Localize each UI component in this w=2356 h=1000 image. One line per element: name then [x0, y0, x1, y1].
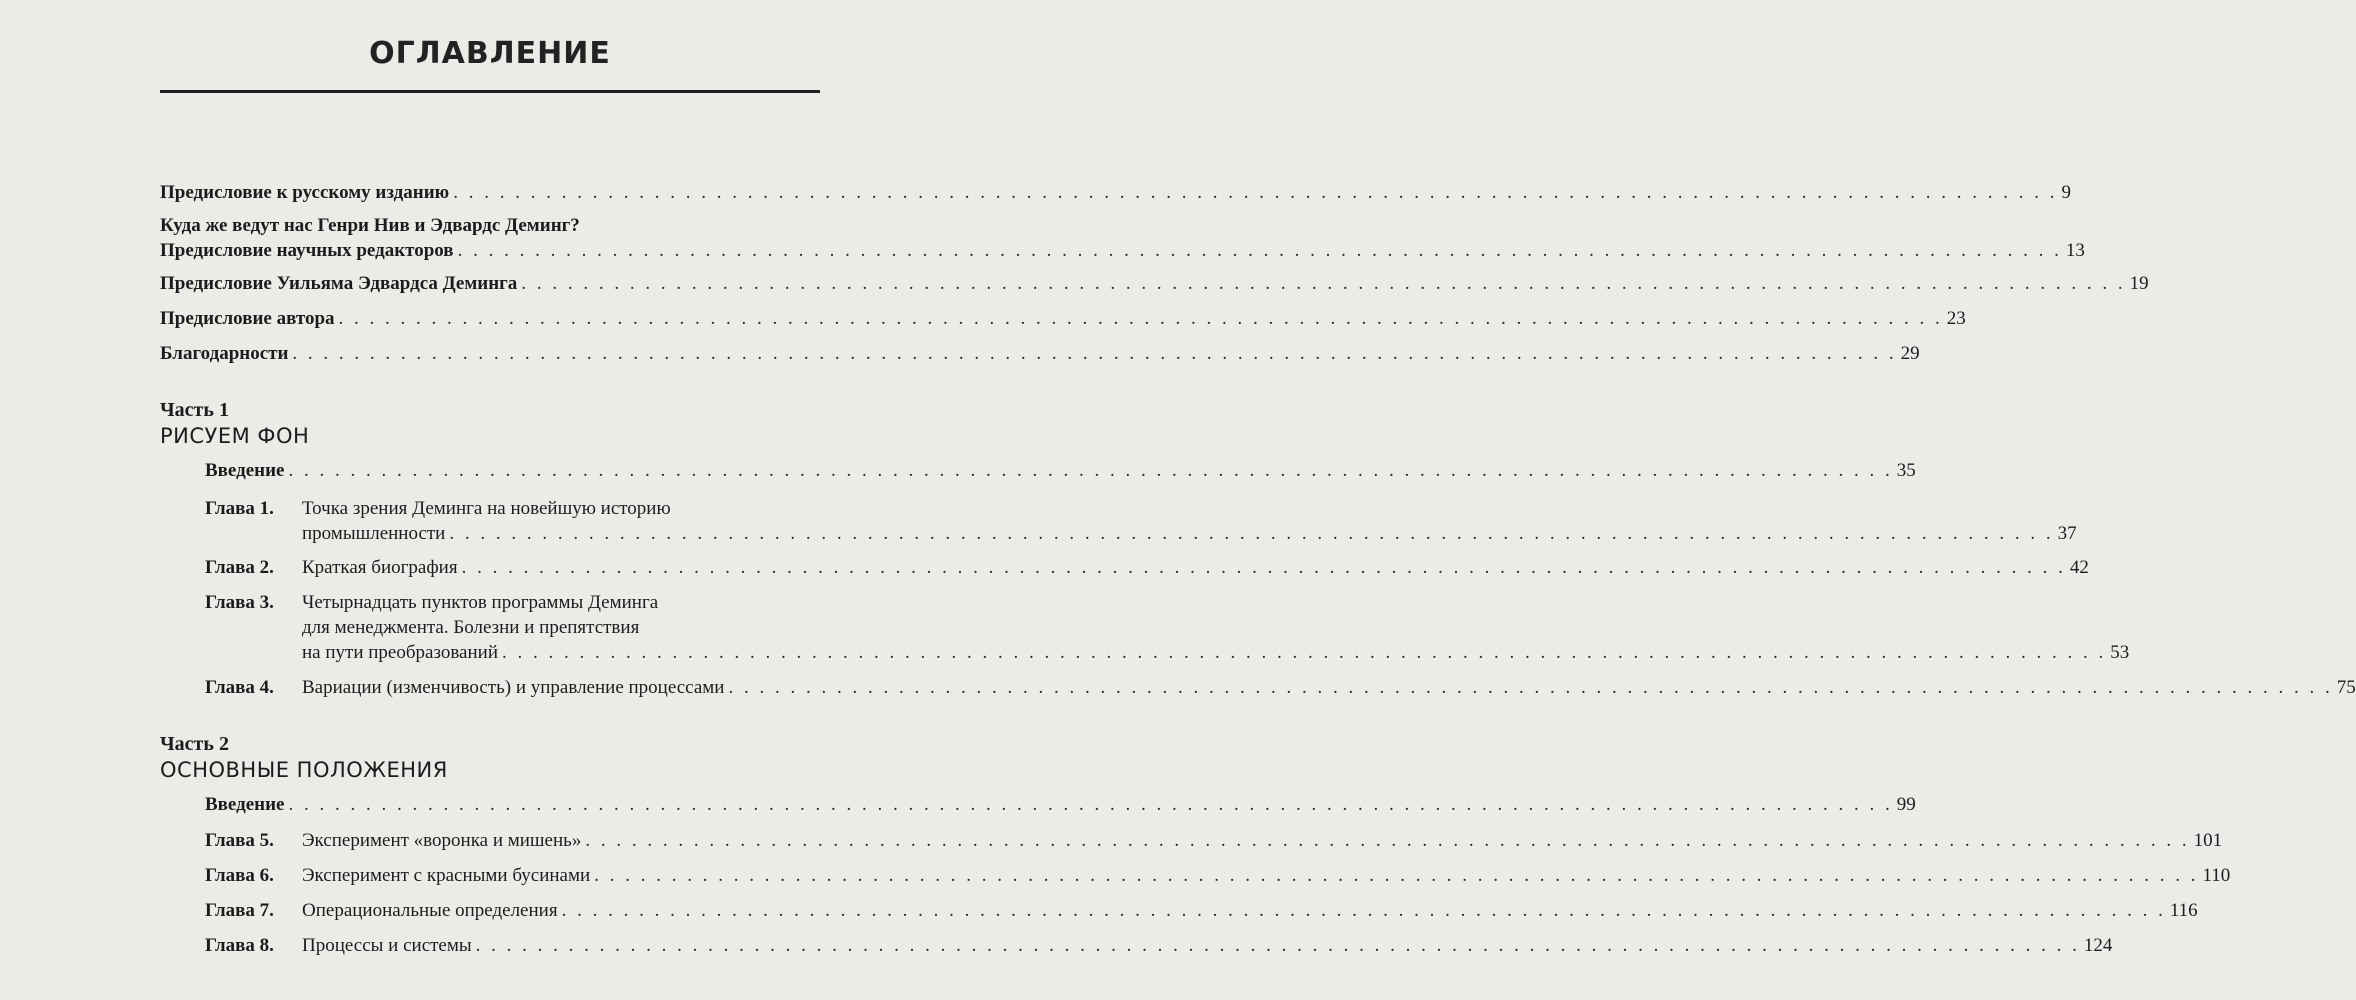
entry-page: 9 — [2061, 182, 2071, 203]
leader-dots — [502, 640, 2106, 665]
entry-page: 37 — [2057, 523, 2077, 544]
entry-page: 19 — [2129, 273, 2149, 294]
chapter-title-last: Краткая биография — [302, 557, 458, 578]
chapter-title-last: Вариации (изменчивость) и управление процессами — [302, 677, 725, 698]
toc-entry-preface-editors[interactable] — [160, 213, 2085, 263]
toc-entry-chapter-1[interactable] — [205, 496, 2077, 546]
leader-dots — [728, 675, 2332, 700]
toc-entry-chapter-4[interactable] — [205, 675, 2356, 700]
chapter-number: Глава 2. — [205, 557, 274, 578]
chapter-title-last: Эксперимент «воронка и мишень» — [302, 830, 582, 851]
leader-dots — [476, 933, 2080, 958]
chapter-title-line: Четырнадцать пунктов программы Деминга — [302, 592, 659, 613]
entry-page: 53 — [2110, 642, 2130, 663]
entry-page: 124 — [2083, 935, 2113, 956]
entry-label: Введение — [205, 460, 285, 481]
part-1-title: РИСУЕМ ФОН — [160, 424, 310, 448]
entry-label: Предисловие к русскому изданию — [160, 182, 450, 203]
leader-dots — [594, 863, 2198, 888]
chapter-number: Глава 5. — [205, 830, 274, 851]
chapter-title-last: Процессы и системы — [302, 935, 472, 956]
chapter-title-line: Точка зрения Деминга на новейшую историю — [302, 498, 671, 519]
leader-dots — [339, 306, 1943, 331]
part-1-label: Часть 1 — [160, 399, 229, 421]
chapter-number: Глава 8. — [205, 935, 274, 956]
entry-label: Предисловие научных редакторов — [160, 240, 454, 261]
toc-entry-chapter-7[interactable] — [205, 898, 2198, 923]
chapter-number: Глава 1. — [205, 498, 274, 519]
entry-page: 23 — [1946, 308, 1966, 329]
bleed-through-text — [180, 120, 184, 136]
entry-page: 75 — [2336, 677, 2356, 698]
leader-dots — [585, 828, 2189, 853]
entry-label: Предисловие Уильяма Эдвардса Деминга — [160, 273, 518, 294]
chapter-number: Глава 7. — [205, 900, 274, 921]
toc-entry-chapter-6[interactable] — [205, 863, 2231, 888]
toc-entry-chapter-2[interactable] — [205, 555, 2089, 580]
entry-label: Предисловие автора — [160, 308, 335, 329]
leader-dots — [289, 792, 1893, 817]
toc-entry-part1-intro[interactable] — [205, 458, 1916, 483]
toc-entry-chapter-3[interactable] — [205, 590, 2130, 665]
entry-page: 110 — [2202, 865, 2231, 886]
leader-dots — [292, 341, 1896, 366]
page-title: ОГЛАВЛЕНИЕ — [369, 36, 611, 71]
chapter-title-last: промышленности — [302, 523, 446, 544]
entry-page: 35 — [1896, 460, 1916, 481]
entry-label-line1: Куда же ведут нас Генри Нив и Эдвардс Деминг? — [160, 215, 580, 236]
leader-dots — [289, 458, 1893, 483]
toc-entry-part2-intro[interactable] — [205, 792, 1916, 817]
chapter-number: Глава 3. — [205, 592, 274, 613]
entry-page: 99 — [1896, 794, 1916, 815]
chapter-number: Глава 6. — [205, 865, 274, 886]
leader-dots — [458, 238, 2062, 263]
entry-page: 13 — [2065, 240, 2085, 261]
title-rule — [160, 90, 820, 93]
leader-dots — [453, 180, 2057, 205]
leader-dots — [521, 271, 2125, 296]
toc-entry-acknowledgements[interactable] — [160, 341, 1920, 366]
chapter-number: Глава 4. — [205, 677, 274, 698]
leader-dots — [562, 898, 2166, 923]
entry-page: 101 — [2193, 830, 2223, 851]
entry-page: 42 — [2069, 557, 2089, 578]
toc-entry-chapter-5[interactable] — [205, 828, 2223, 853]
toc-entry-chapter-8[interactable] — [205, 933, 2113, 958]
toc-entry-preface-russian[interactable] — [160, 180, 2071, 205]
part-2-title: ОСНОВНЫЕ ПОЛОЖЕНИЯ — [160, 758, 448, 782]
entry-label: Введение — [205, 794, 285, 815]
chapter-title-line: для менеджмента. Болезни и препятствия — [302, 617, 640, 638]
entry-page: 116 — [2169, 900, 2198, 921]
chapter-title-last: на пути преобразований — [302, 642, 498, 663]
toc-entry-preface-author[interactable] — [160, 306, 1966, 331]
toc-entry-preface-deming[interactable] — [160, 271, 2149, 296]
leader-dots — [462, 555, 2066, 580]
part-2-label: Часть 2 — [160, 733, 229, 755]
chapter-title-last: Операциональные определения — [302, 900, 558, 921]
entry-label: Благодарности — [160, 343, 289, 364]
chapter-title-last: Эксперимент с красными бусинами — [302, 865, 591, 886]
leader-dots — [449, 521, 2053, 546]
entry-page: 29 — [1900, 343, 1920, 364]
